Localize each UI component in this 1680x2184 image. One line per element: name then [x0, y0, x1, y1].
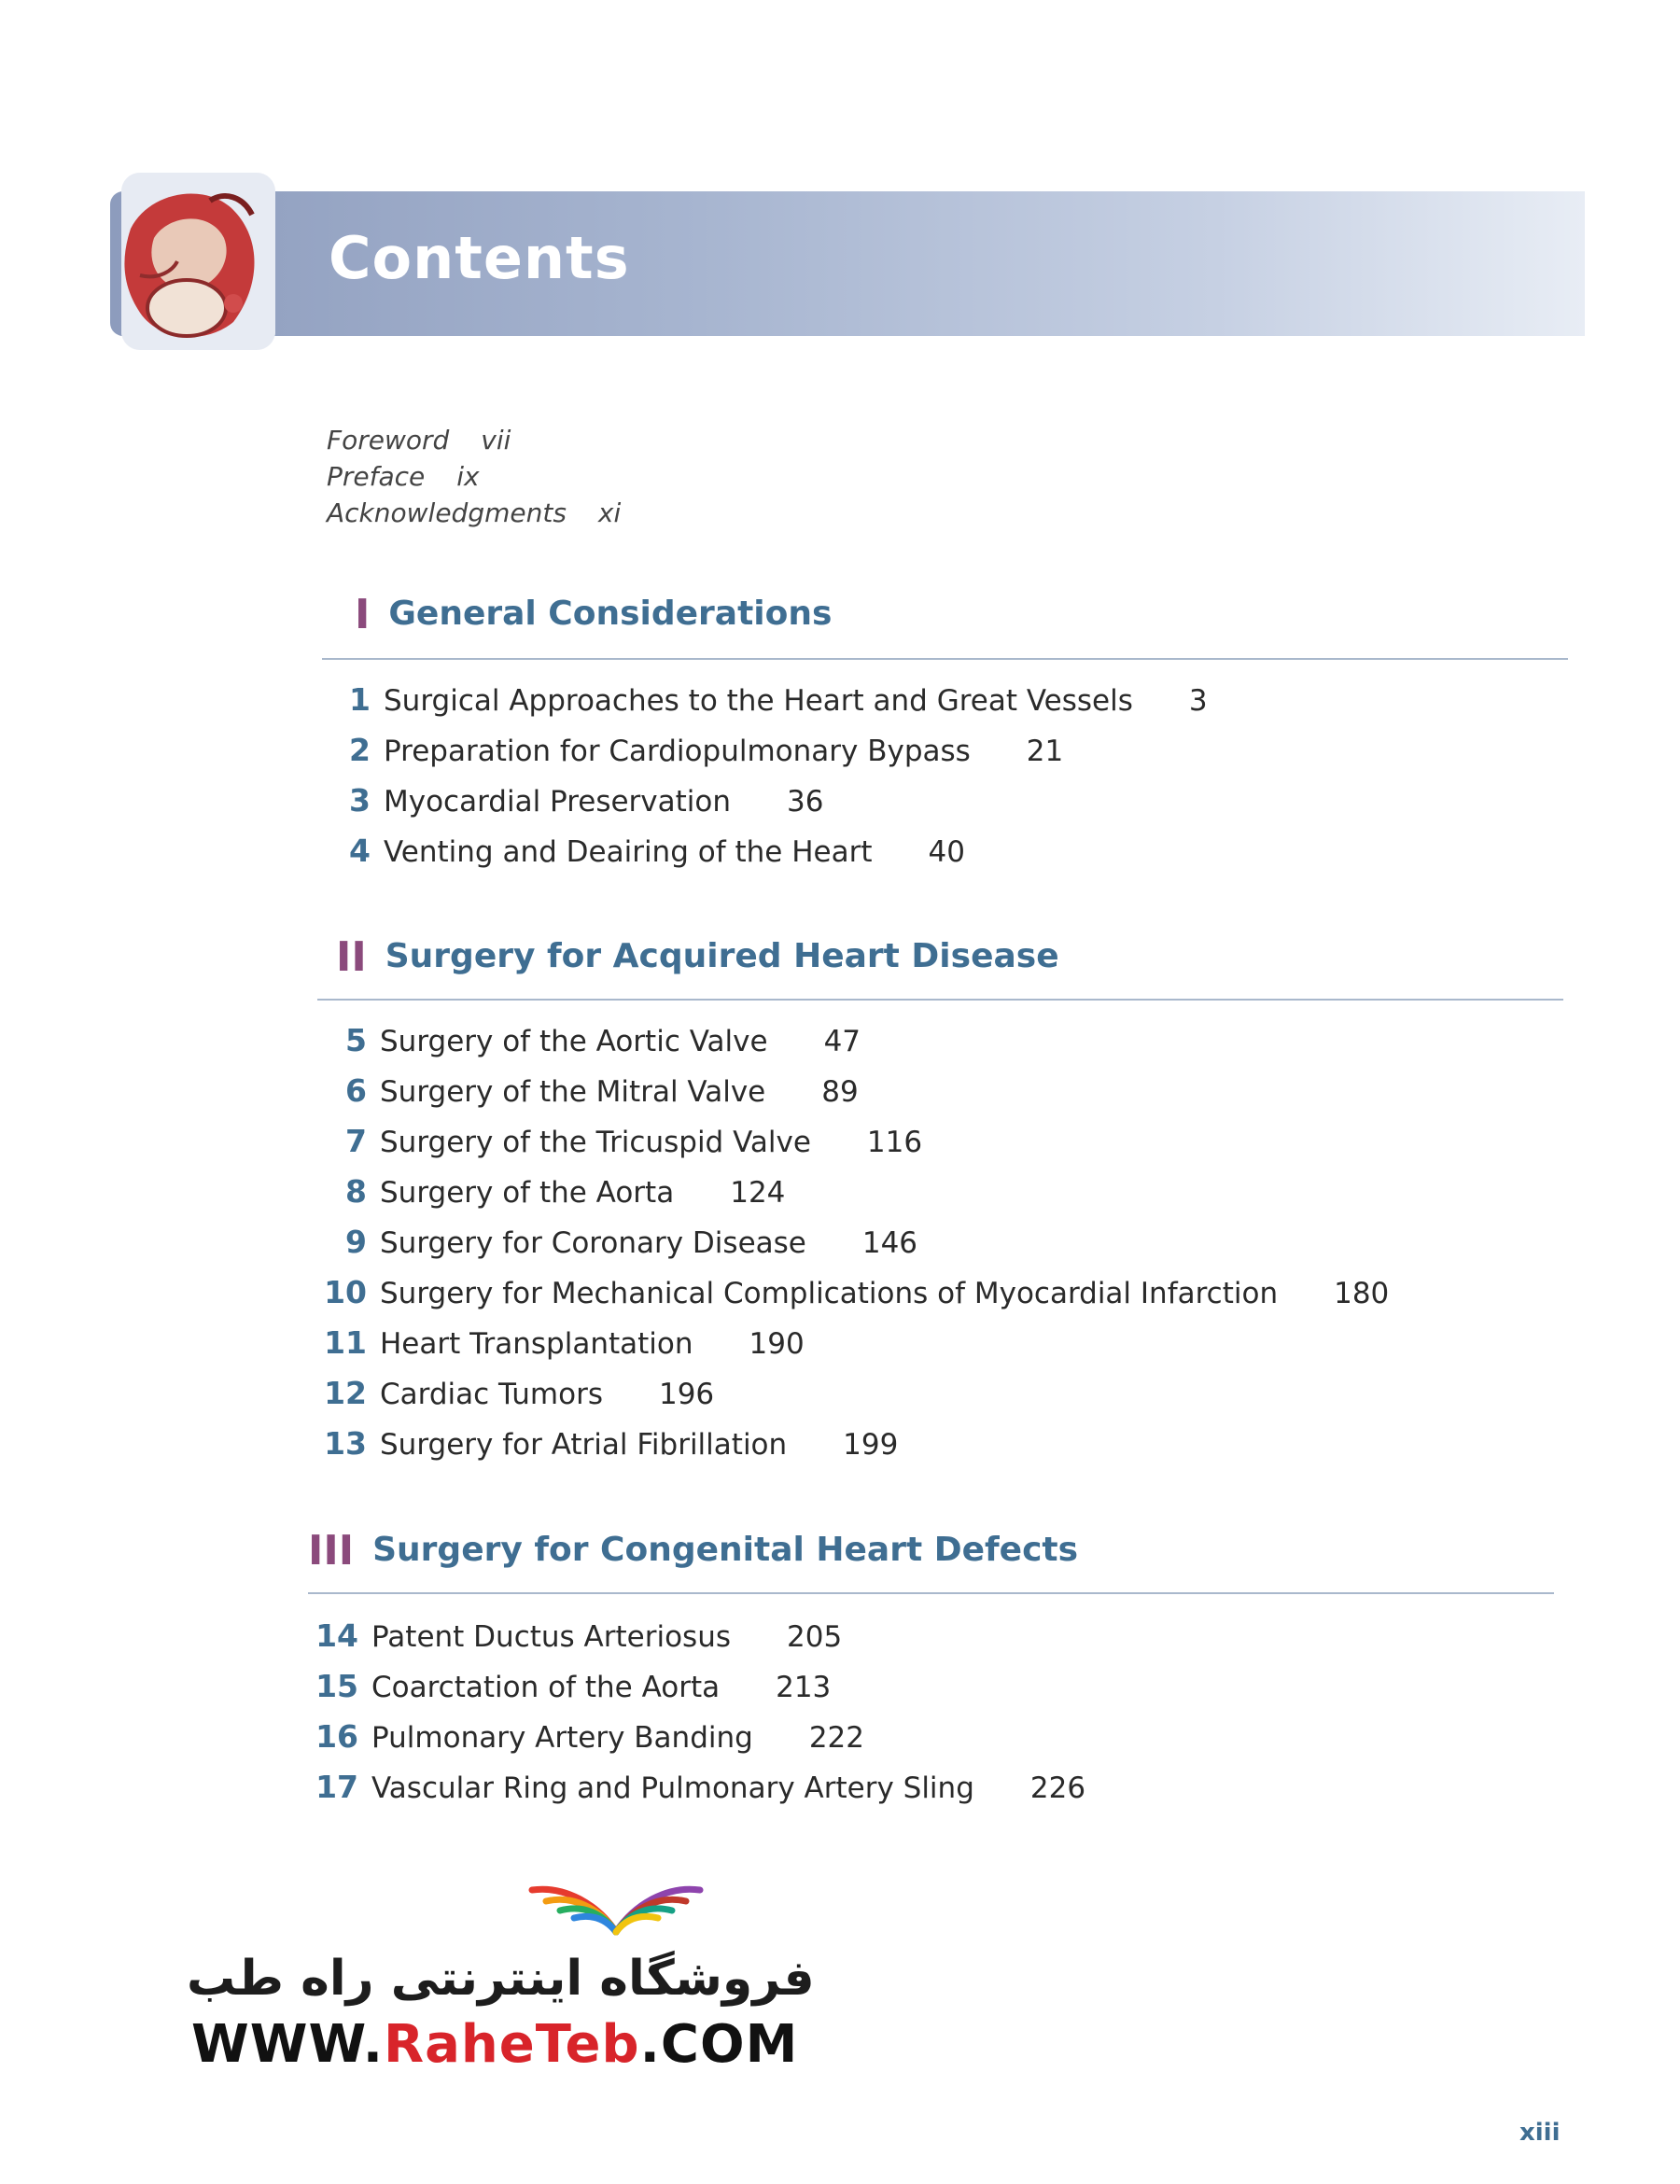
part-title: Surgery for Acquired Heart Disease — [385, 937, 1059, 975]
chapter-number: 2 — [349, 732, 371, 768]
chapter-number: 5 — [345, 1022, 367, 1058]
chapter-entry — [322, 1173, 785, 1210]
front-matter-item — [327, 425, 511, 455]
part-heading — [336, 933, 1059, 981]
chapter-title: Venting and Deairing of the Heart — [384, 835, 873, 869]
chapter-title: Surgery of the Tricuspid Valve — [380, 1126, 811, 1159]
chapter-page: 89 — [821, 1075, 859, 1109]
part-heading — [355, 591, 832, 638]
open-book-logo-icon — [523, 1853, 709, 1945]
watermark-url-prefix: WWW. — [191, 2014, 385, 2075]
chapter-page: 199 — [843, 1428, 899, 1462]
chapter-entry — [315, 1617, 842, 1654]
part-divider — [322, 658, 1568, 660]
chapter-title: Surgery for Atrial Fibrillation — [380, 1428, 788, 1462]
front-matter-page: vii — [481, 425, 511, 455]
part-numeral: III — [308, 1527, 355, 1575]
chapter-entry — [331, 681, 1208, 718]
part-heading — [308, 1527, 1078, 1575]
chapter-title: Surgical Approaches to the Heart and Great Vessels — [384, 684, 1133, 718]
chapter-number: 13 — [324, 1425, 367, 1462]
watermark-url-suffix: .COM — [639, 2014, 799, 2075]
chapter-page: 47 — [823, 1025, 861, 1058]
chapter-page: 196 — [658, 1378, 715, 1411]
chapter-page: 3 — [1188, 684, 1208, 718]
chapter-entry — [331, 833, 965, 869]
chapter-page: 40 — [928, 835, 965, 869]
chapter-title: Cardiac Tumors — [380, 1378, 603, 1411]
front-matter-page: ix — [456, 461, 480, 492]
front-matter-item — [327, 461, 480, 492]
part-title: Surgery for Congenital Heart Defects — [372, 1531, 1079, 1569]
chapter-title: Coarctation of the Aorta — [371, 1671, 721, 1704]
chapter-number: 17 — [315, 1769, 358, 1805]
chapter-title: Pulmonary Artery Banding — [371, 1721, 753, 1755]
chapter-page: 21 — [1026, 735, 1064, 768]
chapter-page: 146 — [861, 1226, 918, 1260]
heart-illustration-thumbnail — [121, 173, 275, 350]
chapter-page: 116 — [866, 1126, 923, 1159]
page-title: Contents — [329, 224, 630, 292]
chapter-title: Heart Transplantation — [380, 1327, 693, 1361]
chapter-page: 190 — [749, 1327, 805, 1361]
chapter-entry — [315, 1718, 864, 1755]
chapter-number: 16 — [315, 1718, 358, 1755]
chapter-title: Patent Ductus Arteriosus — [371, 1620, 732, 1654]
chapter-entry — [322, 1375, 714, 1411]
chapter-number: 6 — [345, 1072, 367, 1109]
part-numeral: II — [336, 933, 367, 981]
watermark-persian-text: فروشگاه اینترنتی راه طب — [187, 1951, 815, 2007]
chapter-number: 1 — [349, 681, 371, 718]
chapter-entry — [322, 1022, 861, 1058]
front-matter-page: xi — [597, 497, 622, 528]
chapter-entry — [315, 1668, 831, 1704]
chapter-title: Vascular Ring and Pulmonary Artery Sling — [371, 1771, 974, 1805]
chapter-number: 10 — [324, 1274, 367, 1310]
chapter-number: 3 — [349, 782, 371, 819]
front-matter-label: Preface — [327, 461, 426, 492]
chapter-entry — [331, 732, 1063, 768]
chapter-page: 222 — [808, 1721, 864, 1755]
chapter-number: 4 — [349, 833, 371, 869]
chapter-page: 180 — [1334, 1277, 1390, 1310]
front-matter-label: Acknowledgments — [327, 497, 567, 528]
chapter-number: 15 — [315, 1668, 358, 1704]
chapter-number: 14 — [315, 1617, 358, 1654]
watermark-url-brand: RaheTeb — [384, 2014, 640, 2075]
chapter-title: Surgery of the Aortic Valve — [380, 1025, 768, 1058]
chapter-entry — [322, 1224, 917, 1260]
chapter-title: Surgery for Coronary Disease — [380, 1226, 806, 1260]
chapter-title: Surgery for Mechanical Complications of Myocardial Infarction — [380, 1277, 1279, 1310]
chapter-page: 226 — [1029, 1771, 1086, 1805]
page-number: xiii — [1519, 2119, 1561, 2147]
chapter-page: 124 — [730, 1176, 786, 1210]
watermark-url — [191, 2014, 798, 2075]
part-numeral: I — [355, 591, 371, 638]
chapter-title: Surgery of the Mitral Valve — [380, 1075, 766, 1109]
chapter-number: 12 — [324, 1375, 367, 1411]
chapter-title: Myocardial Preservation — [384, 785, 732, 819]
part-title: General Considerations — [388, 595, 833, 633]
chapter-number: 7 — [345, 1123, 367, 1159]
chapter-number: 11 — [324, 1324, 367, 1361]
chapter-entry — [322, 1324, 805, 1361]
chapter-number: 8 — [345, 1173, 367, 1210]
chapter-title: Surgery of the Aorta — [380, 1176, 675, 1210]
chapter-page: 36 — [787, 785, 824, 819]
chapter-page: 205 — [787, 1620, 843, 1654]
chapter-entry — [322, 1123, 922, 1159]
chapter-entry — [322, 1425, 898, 1462]
chapter-title: Preparation for Cardiopulmonary Bypass — [384, 735, 971, 768]
chapter-number: 9 — [345, 1224, 367, 1260]
chapter-page: 213 — [776, 1671, 832, 1704]
chapter-entry — [322, 1072, 859, 1109]
chapter-entry — [322, 1274, 1389, 1310]
part-divider — [317, 999, 1563, 1001]
chapter-entry — [315, 1769, 1085, 1805]
bleed-through-text — [821, 196, 1344, 327]
front-matter-label: Foreword — [327, 425, 450, 455]
part-divider — [308, 1592, 1554, 1594]
front-matter-item — [327, 497, 621, 528]
chapter-entry — [331, 782, 823, 819]
